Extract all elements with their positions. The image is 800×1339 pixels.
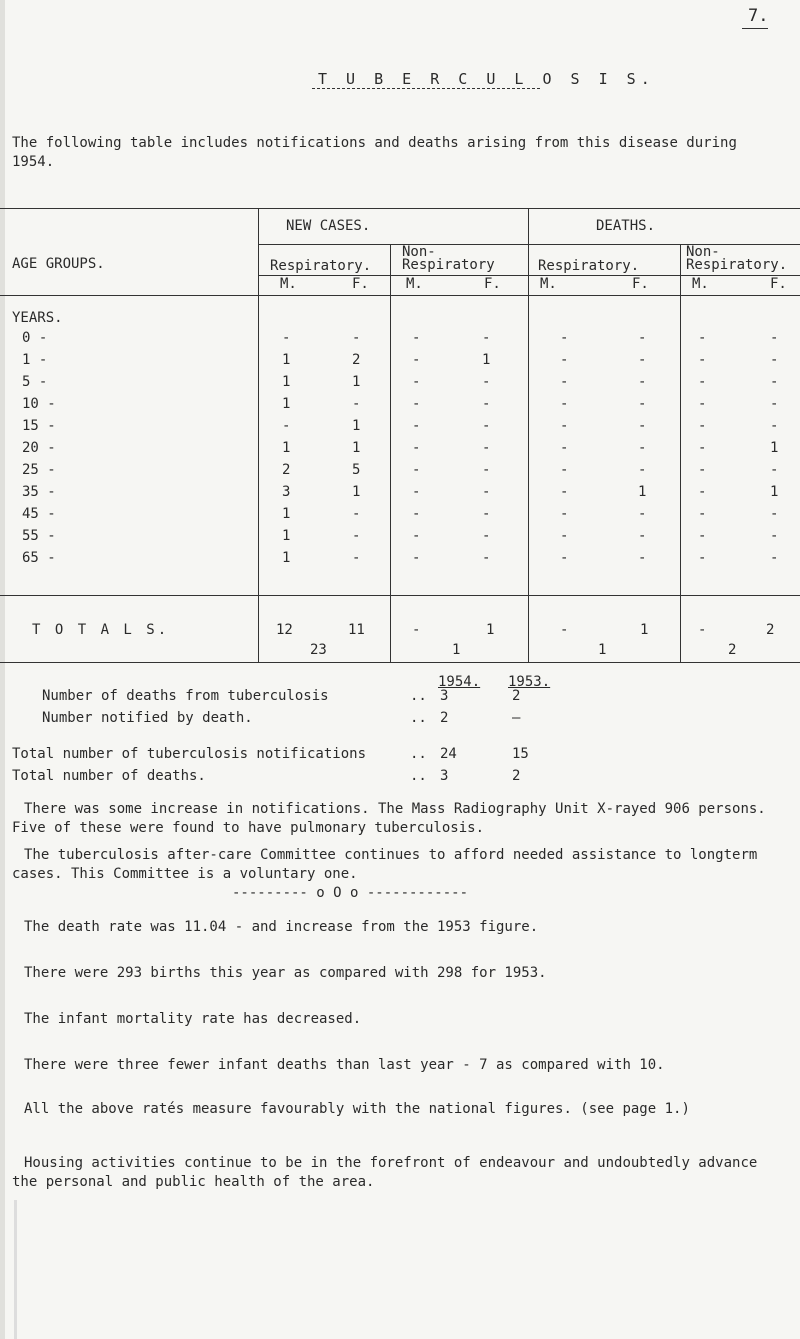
table-cell: - (282, 330, 291, 346)
table-cell: - (482, 374, 491, 390)
stats-value-1953: 2 (512, 688, 521, 704)
births-paragraph: There were 293 births this year as compared with 298 for 1953. (24, 965, 547, 981)
total-cell: 12 (276, 622, 293, 638)
table-cell: 1 (482, 352, 491, 368)
stats-label: Total number of tuberculosis notifications (12, 746, 367, 762)
years-label: YEARS. (12, 310, 63, 326)
page-edge-mark (14, 1200, 17, 1339)
col-divider-main (528, 208, 529, 662)
stats-leader: .. (410, 746, 427, 762)
table-cell: 1 (282, 374, 291, 390)
table-cell: - (770, 396, 779, 412)
table-cell: - (698, 330, 707, 346)
totals-label: T O T A L S. (32, 622, 170, 638)
table-cell: 1 (770, 440, 779, 456)
table-cell: - (482, 462, 491, 478)
table-cell: - (560, 550, 569, 566)
age-group-label: 65 - (22, 550, 56, 566)
total-cell: 1 (486, 622, 495, 638)
table-cell: - (560, 506, 569, 522)
table-cell: - (770, 330, 779, 346)
age-group-label: 1 - (22, 352, 48, 368)
table-cell: 1 (352, 418, 361, 434)
total-cell: 1 (640, 622, 649, 638)
section-separator: --------- o O o ------------ (232, 885, 469, 901)
table-cell: - (560, 528, 569, 544)
table-cell: 1 (282, 550, 291, 566)
table-cell: - (698, 550, 707, 566)
stats-leader: .. (410, 710, 427, 726)
table-cell: - (560, 484, 569, 500)
age-group-label: 55 - (22, 528, 56, 544)
table-cell: - (638, 550, 647, 566)
intro-text: The following table includes notifications and deaths arising from this disease during 1954. (12, 135, 737, 170)
table-cell: - (560, 352, 569, 368)
header-f: F. (484, 276, 501, 292)
table-cell: - (770, 462, 779, 478)
table-cell: - (638, 528, 647, 544)
combined-total: 1 (598, 642, 607, 658)
table-cell: - (698, 374, 707, 390)
stats-label: Number notified by death. (42, 710, 253, 726)
page-title: T U B E R C U L O S I S. (318, 70, 655, 88)
table-cell: - (482, 506, 491, 522)
table-cell: - (352, 396, 361, 412)
nonresp-line2: Respiratory. (686, 257, 788, 273)
table-cell: 1 (282, 396, 291, 412)
table-cell: - (770, 506, 779, 522)
table-cell: 5 (352, 462, 361, 478)
header-respiratory-deaths: Respiratory. (538, 258, 640, 274)
combined-total: 23 (310, 642, 327, 658)
table-cell: - (638, 374, 647, 390)
col-divider-newcases (390, 244, 391, 662)
radiography-paragraph: There was some increase in notifications. The Mass Radiography Unit X-rayed 906 persons. Five of these were found to have pulmonary tuberculosis. (12, 801, 766, 836)
table-cell: - (698, 418, 707, 434)
stats-value-1953: 15 (512, 746, 529, 762)
housing-paragraph: Housing activities continue to be in the forefront of endeavour and undoubtedly advance the personal and public health of the area. (12, 1155, 758, 1190)
table-cell: 1 (770, 484, 779, 500)
nonresp-line1: Non- (686, 244, 720, 260)
stats-label: Total number of deaths. (12, 768, 206, 784)
table-cell: - (698, 440, 707, 456)
table-cell: - (482, 484, 491, 500)
stats-leader: .. (410, 688, 427, 704)
table-cell: - (698, 506, 707, 522)
table-cell: - (698, 484, 707, 500)
combined-total: 2 (728, 642, 737, 658)
table-cell: - (412, 418, 421, 434)
header-nonresp-new (402, 246, 495, 272)
header-age-groups: AGE GROUPS. (12, 256, 105, 272)
infant-mortality-paragraph: The infant mortality rate has decreased. (24, 1011, 362, 1027)
table-cell: - (412, 396, 421, 412)
title-underline (312, 88, 540, 89)
age-group-label: 10 - (22, 396, 56, 412)
col-divider-deaths (680, 244, 681, 662)
table-cell: 1 (282, 440, 291, 456)
stats-value-1953: 2 (512, 768, 521, 784)
table-cell: - (482, 418, 491, 434)
table-cell: - (560, 418, 569, 434)
total-cell: 11 (348, 622, 365, 638)
table-cell: - (698, 352, 707, 368)
table-cell: - (482, 440, 491, 456)
header-nonresp-deaths (686, 246, 787, 272)
stats-value-1954: 2 (440, 710, 449, 726)
col-divider-age (258, 208, 259, 662)
stats-year-1954: 1954. (438, 674, 481, 690)
stats-leader: .. (410, 768, 427, 784)
header-f: F. (352, 276, 369, 292)
death-rate-paragraph: The death rate was 11.04 - and increase from the 1953 figure. (24, 919, 539, 935)
table-cell: 1 (638, 484, 647, 500)
total-cell: - (560, 622, 569, 638)
table-cell: 3 (282, 484, 291, 500)
table-cell: - (412, 374, 421, 390)
table-cell: - (638, 506, 647, 522)
nonresp-line1: Non- (402, 244, 436, 260)
total-cell: - (698, 622, 707, 638)
stats-value-1953: — (512, 710, 521, 726)
stats-label: Number of deaths from tuberculosis (42, 688, 329, 704)
table-cell: - (638, 418, 647, 434)
rates-paragraph: All the above ratés measure favourably with the national figures. (see page 1.) (24, 1101, 690, 1117)
combined-total: 1 (452, 642, 461, 658)
table-cell: - (638, 330, 647, 346)
table-cell: 1 (352, 484, 361, 500)
table-cell: 1 (352, 440, 361, 456)
stats-year-1953: 1953. (508, 674, 551, 690)
sex-rule (258, 275, 800, 276)
table-cell: - (698, 528, 707, 544)
table-cell: 1 (282, 352, 291, 368)
table-cell: - (412, 506, 421, 522)
table-cell: - (352, 506, 361, 522)
table-cell: - (770, 528, 779, 544)
table-cell: - (412, 330, 421, 346)
table-cell: - (770, 352, 779, 368)
table-cell: - (770, 418, 779, 434)
stats-value-1954: 24 (440, 746, 457, 762)
table-cell: - (482, 528, 491, 544)
total-cell: - (412, 622, 421, 638)
header-f: F. (632, 276, 649, 292)
table-cell: - (412, 528, 421, 544)
table-cell: - (638, 396, 647, 412)
table-cell: - (698, 396, 707, 412)
header-new-cases: NEW CASES. (286, 218, 371, 234)
table-cell: 1 (352, 374, 361, 390)
page-number: 7. (748, 6, 769, 26)
table-cell: - (412, 484, 421, 500)
age-group-label: 45 - (22, 506, 56, 522)
table-cell: - (638, 352, 647, 368)
table-cell: - (412, 440, 421, 456)
table-cell: - (412, 352, 421, 368)
age-group-label: 0 - (22, 330, 48, 346)
header-m: M. (540, 276, 557, 292)
age-group-label: 5 - (22, 374, 48, 390)
table-cell: - (352, 330, 361, 346)
table-cell: - (352, 528, 361, 544)
infant-deaths-paragraph: There were three fewer infant deaths than last year - 7 as compared with 10. (24, 1057, 665, 1073)
table-cell: - (412, 462, 421, 478)
header-respiratory-new: Respiratory. (270, 258, 372, 274)
page-edge-shadow (0, 0, 5, 1339)
table-top-rule (0, 208, 800, 209)
table-cell: - (282, 418, 291, 434)
table-cell: - (560, 374, 569, 390)
table-cell: - (638, 462, 647, 478)
table-cell: - (412, 550, 421, 566)
table-cell: 1 (282, 506, 291, 522)
table-cell: - (352, 550, 361, 566)
header-m: M. (406, 276, 423, 292)
age-group-label: 25 - (22, 462, 56, 478)
table-cell: - (770, 550, 779, 566)
table-cell: 2 (352, 352, 361, 368)
nonresp-line2: Respiratory (402, 257, 495, 273)
aftercare-paragraph: The tuberculosis after-care Committee continues to afford needed assistance to longterm cases. This Committee is a voluntary one. (12, 847, 758, 882)
header-f: F. (770, 276, 787, 292)
table-cell: - (698, 462, 707, 478)
table-cell: 1 (282, 528, 291, 544)
table-bottom-rule (0, 662, 800, 663)
table-cell: - (560, 462, 569, 478)
age-group-label: 35 - (22, 484, 56, 500)
page-number-underline (742, 28, 768, 29)
total-cell: 2 (766, 622, 775, 638)
stats-value-1954: 3 (440, 768, 449, 784)
table-cell: - (560, 330, 569, 346)
header-m: M. (280, 276, 297, 292)
table-cell: - (482, 330, 491, 346)
table-cell: 2 (282, 462, 291, 478)
table-cell: - (560, 440, 569, 456)
age-group-label: 15 - (22, 418, 56, 434)
header-deaths: DEATHS. (596, 218, 656, 234)
header-m: M. (692, 276, 709, 292)
table-cell: - (770, 374, 779, 390)
table-cell: - (482, 550, 491, 566)
table-cell: - (482, 396, 491, 412)
age-group-label: 20 - (22, 440, 56, 456)
table-cell: - (638, 440, 647, 456)
stats-value-1954: 3 (440, 688, 449, 704)
table-cell: - (560, 396, 569, 412)
